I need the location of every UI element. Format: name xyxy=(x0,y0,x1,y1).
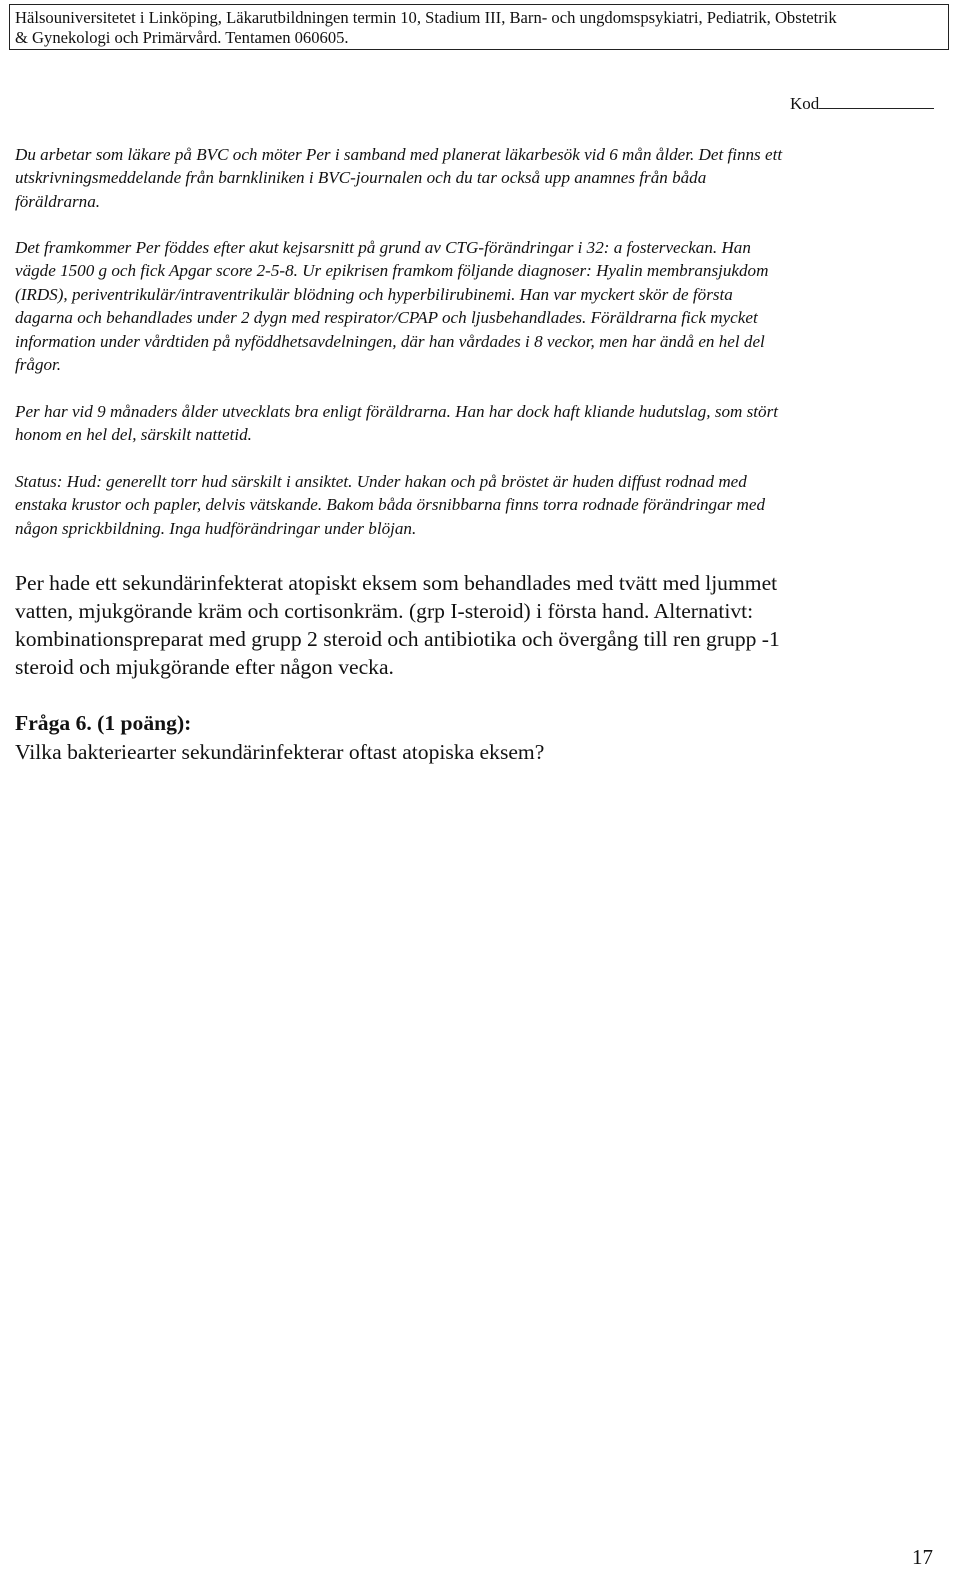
case-history-paragraph xyxy=(15,236,950,376)
exam-header-line-1: Hälsouniversitetet i Linköping, Läkarutbildningen termin 10, Stadium III, Barn- och ungdomspsykiatri, Pediatrik, Obstetrik xyxy=(15,8,837,27)
case-intro-line: föräldrarna. xyxy=(15,191,101,211)
case-history-line: information under vårdtiden på nyföddhetsavdelningen, där han vårdades i 8 veckor, men har ändå en hel del xyxy=(15,331,765,351)
answer-line: vatten, mjukgörande kräm och cortisonkräm. (grp I-steroid) i första hand. Alternativt: xyxy=(15,599,754,623)
case-development-paragraph xyxy=(15,400,950,447)
exam-header xyxy=(9,4,949,50)
question-text: Vilka bakteriearter sekundärinfekterar oftast atopiska eksem? xyxy=(15,740,545,764)
case-history-line: vägde 1500 g och fick Apgar score 2-5-8. Ur epikrisen framkom följande diagnoser: Hyalin membransjukdom xyxy=(15,261,769,281)
case-history-line: frågor. xyxy=(15,355,62,375)
code-label: Kod xyxy=(790,94,820,113)
case-history-line: Det framkommer Per föddes efter akut kejsarsnitt på grund av CTG-förändringar i 32: a fosterveckan. Han xyxy=(15,238,751,257)
case-history-line: (IRDS), periventrikulär/intraventrikulär blödning och hyperbilirubinemi. Han var myckert skör de första xyxy=(15,284,733,304)
case-status-line: enstaka krustor och papler, delvis vätskande. Bakom båda örsnibbarna finns torra rodnade förändringar med xyxy=(15,495,766,515)
code-blank-line xyxy=(819,94,934,109)
case-development-line: Per har vid 9 månaders ålder utvecklats bra enligt föräldrarna. Han har dock haft kliande hudutslag, som stört xyxy=(15,402,778,421)
case-status-line: Status: Hud: generellt torr hud särskilt i ansiktet. Under hakan och på bröstet är huden diffust rodnad med xyxy=(15,472,747,491)
answer-line: kombinationspreparat med grupp 2 steroid och antibiotika och övergång till ren grupp -1 xyxy=(15,627,780,651)
code-field xyxy=(790,94,934,114)
case-intro-line: Du arbetar som läkare på BVC och möter Per i samband med planerat läkarbesök vid 6 mån ålder. Det finns ett xyxy=(15,145,783,164)
case-intro-line: utskrivningsmeddelande från barnkliniken i BVC-journalen och du tar också upp anamnes från båda xyxy=(15,168,707,188)
case-status-paragraph xyxy=(15,470,950,540)
case-development-line: honom en hel del, särskilt nattetid. xyxy=(15,425,252,445)
case-status-line: någon sprickbildning. Inga hudförändringar under blöjan. xyxy=(15,518,417,538)
page-number: 17 xyxy=(912,1545,933,1569)
exam-header-line-2: & Gynekologi och Primärvård. Tentamen 060605. xyxy=(15,28,349,47)
answer-line: Per hade ett sekundärinfekterat atopiskt eksem som behandlades med tvätt med ljummet xyxy=(15,571,778,595)
answer-paragraph xyxy=(15,569,950,681)
case-intro-paragraph xyxy=(15,143,950,213)
answer-line: steroid och mjukgörande efter någon vecka. xyxy=(15,655,394,679)
question-heading: Fråga 6. (1 poäng): xyxy=(15,711,192,735)
case-history-line: dagarna och behandlades under 2 dygn med respirator/CPAP och ljusbehandlades. Föräldrarna fick mycket xyxy=(15,308,758,328)
